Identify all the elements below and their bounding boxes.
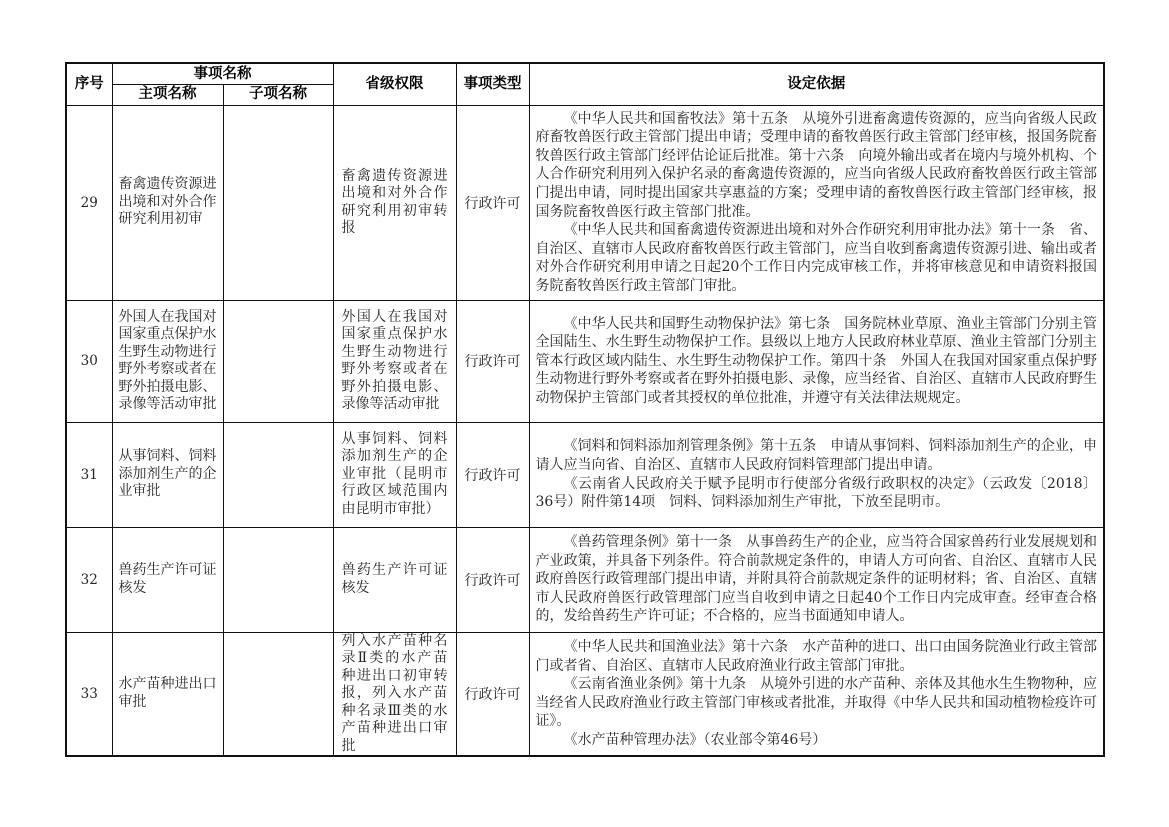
basis-cell bbox=[529, 105, 1104, 300]
item-type: 行政许可 bbox=[456, 422, 529, 527]
document-page bbox=[65, 62, 1105, 757]
item-type: 行政许可 bbox=[456, 300, 529, 422]
sub-item-name bbox=[223, 105, 333, 300]
basis-cell bbox=[529, 300, 1104, 422]
item-type: 行政许可 bbox=[456, 105, 529, 300]
header-provincial-authority: 省级权限 bbox=[333, 63, 456, 105]
main-item-name: 兽药生产许可证核发 bbox=[112, 527, 223, 632]
item-type: 行政许可 bbox=[456, 527, 529, 632]
row-index: 32 bbox=[66, 527, 112, 632]
table-body bbox=[66, 105, 1104, 756]
sub-item-name bbox=[223, 422, 333, 527]
table-row bbox=[66, 300, 1104, 422]
sub-item-name bbox=[223, 632, 333, 756]
row-index: 29 bbox=[66, 105, 112, 300]
table-header bbox=[66, 63, 1104, 105]
table-row bbox=[66, 105, 1104, 300]
provincial-authority: 外国人在我国对国家重点保护水生野生动物进行野外考察或者在野外拍摄电影、录像等活动审批 bbox=[333, 300, 456, 422]
sub-item-name bbox=[223, 527, 333, 632]
basis-paragraph: 《中华人民共和国畜牧法》第十五条 从境外引进畜禽遗传资源的，应当向省级人民政府畜牧兽医行政主管部门提出申请；受理申请的畜牧兽医行政主管部门经审核，报国务院畜牧兽医行政主管部门经评估论证后批准。第十六条 向境外输出或者在境内与境外机构、个人合作研究利用列入保护名录的畜禽遗传资源的，应当向省级人民政府畜牧兽医行政主管部门提出申请，同时提出国家共享惠益的方案；受理申请的畜牧兽医行政主管部门经审核，报国务院畜牧兽医行政主管部门批准。 bbox=[535, 110, 1097, 220]
row-index: 31 bbox=[66, 422, 112, 527]
basis-cell bbox=[529, 527, 1104, 632]
basis-paragraph: 《饲料和饲料添加剂管理条例》第十五条 申请从事饲料、饲料添加剂生产的企业，申请人应当向省、自治区、直辖市人民政府饲料管理部门提出申请。 bbox=[535, 438, 1097, 473]
header-index: 序号 bbox=[66, 63, 112, 105]
item-type: 行政许可 bbox=[456, 632, 529, 756]
sub-item-name bbox=[223, 300, 333, 422]
row-index: 33 bbox=[66, 632, 112, 756]
main-item-name: 从事饲料、饲料添加剂生产的企业审批 bbox=[112, 422, 223, 527]
provincial-authority: 兽药生产许可证核发 bbox=[333, 527, 456, 632]
provincial-authority: 从事饲料、饲料添加剂生产的企业审批（昆明市行政区域范围内由昆明市审批） bbox=[333, 422, 456, 527]
basis-paragraph: 《云南省人民政府关于赋予昆明市行使部分省级行政职权的决定》（云政发〔2018〕36号）附件第14项 饲料、饲料添加剂生产审批，下放至昆明市。 bbox=[535, 475, 1097, 511]
main-item-name: 外国人在我国对国家重点保护水生野生动物进行野外考察或者在野外拍摄电影、录像等活动审批 bbox=[112, 300, 223, 422]
basis-paragraph: 《中华人民共和国畜禽遗传资源进出境和对外合作研究利用审批办法》第十一条 省、自治区、直辖市人民政府畜牧兽医行政主管部门，应当自收到畜禽遗传资源引进、输出或者对外合作研究利用申请之日起20个工作日内完成审核工作，并将审核意见和申请资料报国务院畜牧兽医行政主管部门审批。 bbox=[535, 222, 1097, 294]
basis-paragraph: 《中华人民共和国野生动物保护法》第七条 国务院林业草原、渔业主管部门分别主管全国陆生、水生野生动物保护工作。县级以上地方人民政府林业草原、渔业主管部门分别主管本行政区域内陆生、水生野生动物保护工作。第四十条 外国人在我国对国家重点保护野生动物进行野外考察或者在野外拍摄电影、录像，应当经省、自治区、直辖市人民政府野生动物保护主管部门或者其授权的单位批准，并遵守有关法律法规规定。 bbox=[535, 315, 1097, 406]
table-row bbox=[66, 527, 1104, 632]
header-main-item: 主项名称 bbox=[112, 84, 223, 105]
provincial-authority: 畜禽遗传资源进出境和对外合作研究利用初审转报 bbox=[333, 105, 456, 300]
basis-cell bbox=[529, 422, 1104, 527]
table-row bbox=[66, 422, 1104, 527]
basis-paragraph: 《兽药管理条例》第十一条 从事兽药生产的企业，应当符合国家兽药行业发展规划和产业政策，并具备下列条件。符合前款规定条件的，申请人方可向省、自治区、直辖市人民政府兽医行政管理部门提出申请，并附具符合前款规定条件的证明材料；省、自治区、直辖市人民政府兽医行政管理部门应当自收到申请之日起40个工作日内完成审查。经审查合格的，发给兽药生产许可证；不合格的，应当书面通知申请人。 bbox=[535, 534, 1097, 625]
main-item-name: 畜禽遗传资源进出境和对外合作研究利用初审 bbox=[112, 105, 223, 300]
provincial-authority: 列入水产苗种名录Ⅱ类的水产苗种进出口初审转报，列入水产苗种名录Ⅲ类的水产苗种进出口审批 bbox=[333, 632, 456, 756]
header-item-name: 事项名称 bbox=[112, 63, 333, 84]
approval-items-table bbox=[65, 62, 1105, 757]
row-index: 30 bbox=[66, 300, 112, 422]
basis-paragraph: 《水产苗种管理办法》（农业部令第46号） bbox=[563, 731, 827, 748]
basis-cell bbox=[529, 632, 1104, 756]
header-basis: 设定依据 bbox=[529, 63, 1104, 105]
header-sub-item: 子项名称 bbox=[223, 84, 333, 105]
basis-paragraph: 《云南省渔业条例》第十九条 从境外引进的水产苗种、亲体及其他水生生物物种，应当经省人民政府渔业行政主管部门审核或者批准，并取得《中华人民共和国动植物检疫许可证》。 bbox=[535, 676, 1097, 730]
basis-paragraph: 《中华人民共和国渔业法》第十六条 水产苗种的进口、出口由国务院渔业行政主管部门或者省、自治区、直辖市人民政府渔业行政主管部门审批。 bbox=[535, 638, 1097, 674]
main-item-name: 水产苗种进出口审批 bbox=[112, 632, 223, 756]
header-item-type: 事项类型 bbox=[456, 63, 529, 105]
table-row bbox=[66, 632, 1104, 756]
